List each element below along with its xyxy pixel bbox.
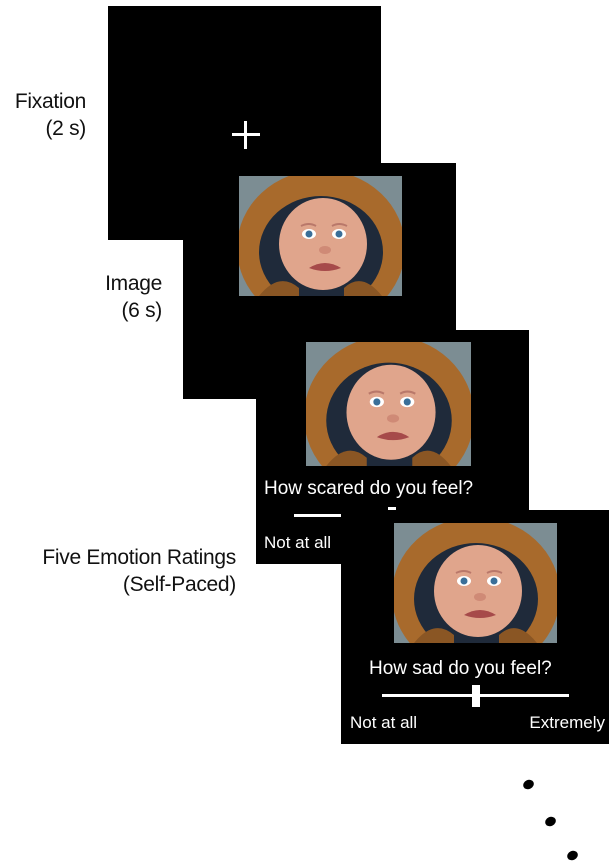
- fixation-label: [0, 88, 86, 142]
- ratings-label: [0, 544, 236, 598]
- rating-anchor-right-sad: Extremely: [529, 713, 605, 732]
- image-label-title: Image: [105, 272, 162, 295]
- fixation-cross-icon: [232, 121, 260, 149]
- continuation-dot: [544, 815, 558, 828]
- rating-anchor-left-scared: Not at all: [264, 533, 332, 552]
- ratings-label-pacing: (Self-Paced): [122, 573, 236, 596]
- crying-baby-photo-graphic: [394, 523, 557, 643]
- rating-anchor-left-sad: Not at all: [350, 713, 418, 732]
- continuation-dot: [566, 849, 580, 862]
- crying-baby-photo: [239, 176, 402, 296]
- continuation-dot: [522, 778, 536, 791]
- image-label-duration: (6 s): [121, 299, 162, 322]
- ratings-label-title: Five Emotion Ratings: [42, 546, 236, 569]
- crying-baby-photo-graphic: [306, 342, 471, 466]
- rating-question-scared: How scared do you feel?: [264, 478, 474, 499]
- fixation-label-title: Fixation: [14, 90, 86, 113]
- fixation-label-duration: (2 s): [45, 117, 86, 140]
- rating-question-sad: How sad do you feel?: [369, 658, 552, 679]
- crying-baby-photo: [394, 523, 557, 643]
- rating-scale-line-scared: [294, 514, 346, 517]
- crying-baby-photo: [306, 342, 471, 466]
- image-label: [0, 270, 162, 324]
- crying-baby-photo-graphic: [239, 176, 402, 296]
- rating-slider-handle-sad[interactable]: [472, 685, 480, 707]
- rating-screen-sad: [341, 510, 609, 744]
